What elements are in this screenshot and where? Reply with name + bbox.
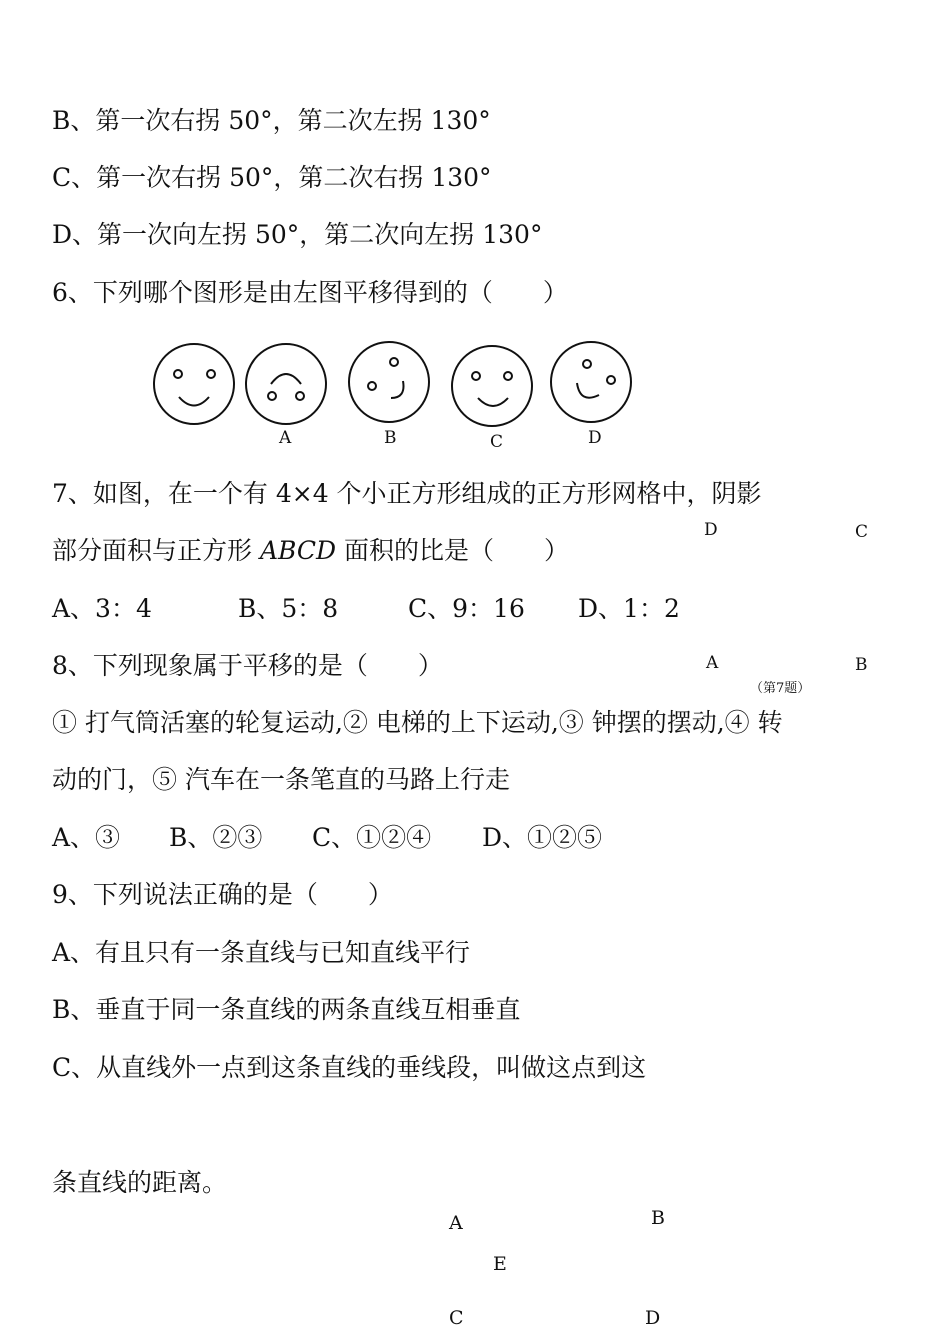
fig-label-d: D (645, 1307, 661, 1329)
q8-stem: 8、下列现象属于平移的是（ ） (52, 651, 443, 680)
q7-stem-line1: 7、如图，在一个有 4×4 个小正方形组成的正方形网格中，阴影 (52, 479, 762, 508)
q9-option-c-line2: 条直线的距离。 (52, 1168, 228, 1197)
q7-options (52, 592, 680, 626)
q8-options (52, 821, 602, 855)
q8-option-b: B、②③ (169, 823, 263, 852)
original-face (154, 344, 234, 424)
q7-label-b: B (855, 655, 868, 675)
q7-figure-caption: （第7题） (750, 681, 811, 696)
fig-label-c: C (449, 1307, 464, 1329)
q5-option-d: D、第一次向左拐 50°，第二次向左拐 130° (52, 220, 543, 249)
q6-stem: 6、下列哪个图形是由左图平移得到的（ ） (52, 278, 568, 307)
q7-stem-line2: 部分面积与正方形 ABCD 面积的比是（ ） (52, 536, 569, 565)
q7-option-c: C、9：16 (408, 594, 525, 623)
q8-items-line1: ① 打气筒活塞的轮复运动,② 电梯的上下运动,③ 钟摆的摆动,④ 转 (52, 708, 783, 737)
q9-option-b: B、垂直于同一条直线的两条直线互相垂直 (52, 995, 521, 1024)
q7-label-d: D (704, 520, 718, 540)
q8-option-a: A、③ (52, 823, 121, 852)
q9-option-c-line1: C、从直线外一点到这条直线的垂线段，叫做这点到这 (52, 1053, 647, 1082)
fig-label-a: A (449, 1212, 463, 1234)
q6-label-d: D (588, 428, 602, 448)
q5-option-c: C、第一次右拐 50°，第二次右拐 130° (52, 163, 492, 192)
face-option-a (246, 344, 326, 424)
q6-smiley-figure (0, 0, 950, 470)
q7-option-d: D、1：2 (578, 594, 680, 623)
q9-option-a: A、有且只有一条直线与已知直线平行 (52, 938, 471, 967)
q6-label-a: A (279, 428, 292, 448)
face-option-c (452, 346, 532, 426)
q7-option-a: A、3：4 (52, 594, 152, 623)
face-option-b (349, 342, 429, 422)
q6-label-c: C (490, 432, 504, 452)
q9-stem: 9、下列说法正确的是（ ） (52, 880, 393, 909)
q5-option-b: B、第一次右拐 50°，第二次左拐 130° (52, 106, 491, 135)
q8-items-line2: 动的门，⑤ 汽车在一条笔直的马路上行走 (52, 765, 510, 794)
face-option-d (551, 342, 631, 422)
q8-option-d: D、①②⑤ (482, 823, 603, 852)
q8-option-c: C、①②④ (312, 823, 432, 852)
fig-label-b: B (651, 1207, 665, 1229)
q7-label-a: A (706, 653, 719, 673)
fig-label-e: E (493, 1253, 507, 1275)
q7-option-b: B、5：8 (238, 594, 339, 623)
q6-label-b: B (384, 428, 397, 448)
q7-label-c: C (855, 522, 869, 542)
